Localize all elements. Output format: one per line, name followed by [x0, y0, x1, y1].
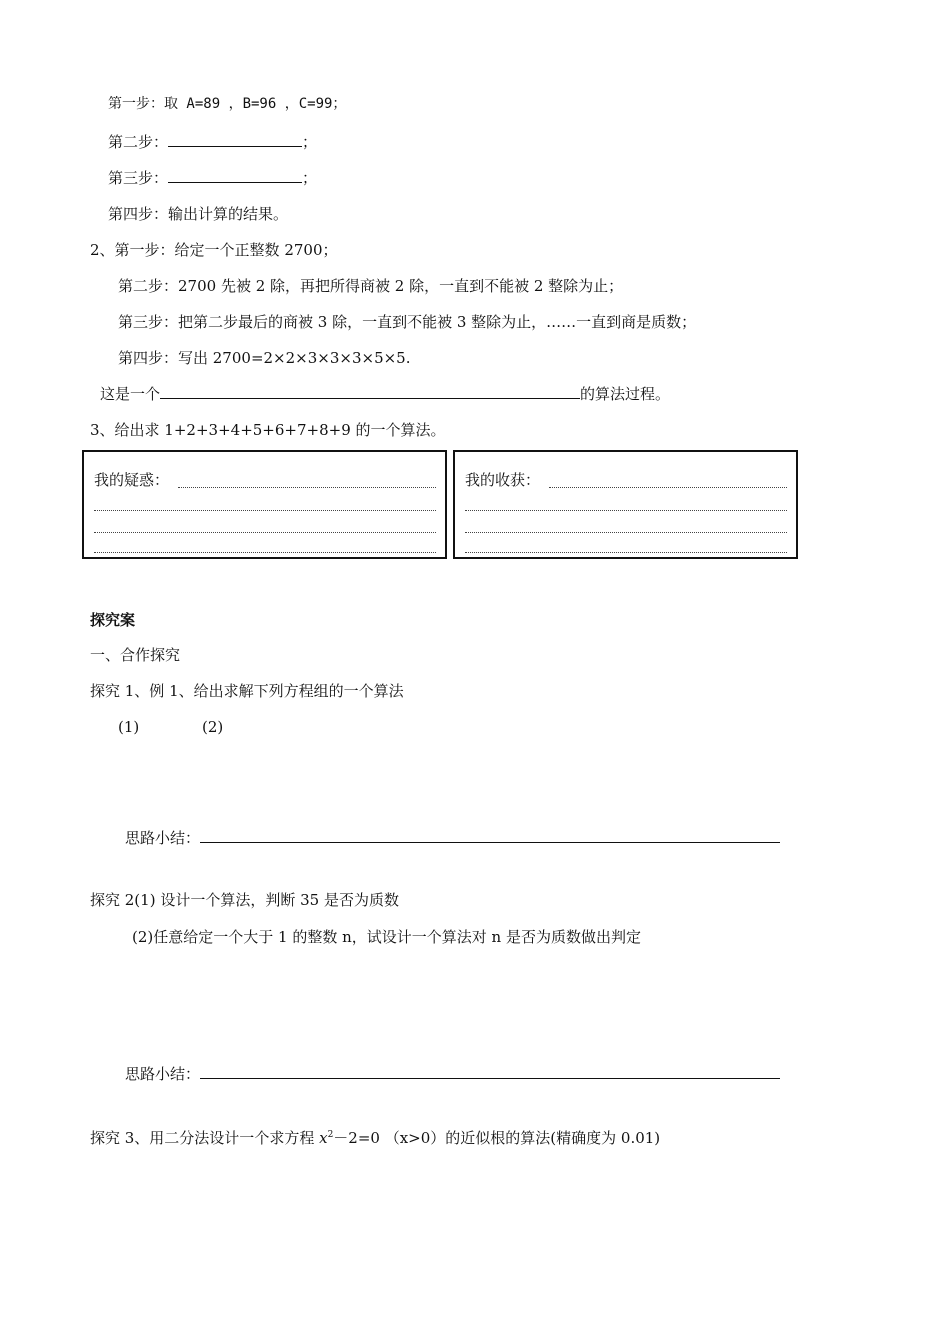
- item2-text: 2、第一步：给定一个正整数 2700；: [90, 241, 338, 259]
- item2-step3: 第三步：把第二步最后的商被 3 除，一直到不能被 3 整除为止，……一直到商是质数；: [118, 313, 697, 331]
- step2-label: 第二步：: [108, 133, 169, 151]
- explore-1-text: 探究 1、例 1、给出求解下列方程组的一个算法: [90, 682, 404, 700]
- explore-3-pre: 探究 3、用二分法设计一个求方程: [90, 1129, 320, 1147]
- explore-1-part1: (1): [118, 718, 140, 736]
- step3-row: [108, 168, 317, 188]
- explore-1-part2: (2): [202, 718, 224, 736]
- gain-line-2[interactable]: [465, 510, 787, 511]
- step2-row: [108, 132, 317, 152]
- gain-line-3[interactable]: [465, 532, 787, 533]
- summary-label-2: 思路小结：: [125, 1065, 201, 1083]
- algorithm-blank[interactable]: [160, 384, 580, 399]
- gain-line-4[interactable]: [465, 552, 787, 553]
- summary-label-1: 思路小结：: [125, 829, 201, 847]
- doubt-line-3[interactable]: [94, 532, 436, 533]
- gain-box: [453, 450, 798, 559]
- explore-title: 探究案: [90, 611, 136, 629]
- explore-3-post: －2=0 （x>0）的近似根的算法(精确度为 0.01): [333, 1129, 661, 1147]
- step2-blank[interactable]: [168, 132, 302, 147]
- this-is-suffix: 的算法过程。: [580, 385, 671, 403]
- explore-3-text: [90, 1125, 660, 1148]
- step1-text: 第一步：取 A=89 ，B=96 ，C=99；: [108, 96, 347, 112]
- explore-heading: 一、合作探究: [90, 646, 181, 664]
- step3-label: 第三步：: [108, 169, 169, 187]
- step4-text: 第四步：输出计算的结果。: [108, 205, 289, 223]
- item2-step4: 第四步：写出 2700=2×2×3×3×3×5×5.: [118, 349, 411, 367]
- step3-blank[interactable]: [168, 168, 302, 183]
- doubt-line-1[interactable]: [178, 487, 436, 488]
- summary-row-1: [125, 828, 780, 848]
- summary-row-2: [125, 1064, 780, 1084]
- gain-line-1[interactable]: [549, 487, 787, 488]
- step2-semicolon: ；: [302, 133, 318, 151]
- summary-blank-1[interactable]: [200, 828, 780, 843]
- gain-label: 我的收获：: [465, 471, 541, 489]
- this-is-row: [100, 384, 670, 404]
- explore-3-exp: 2: [327, 1130, 334, 1140]
- summary-blank-2[interactable]: [200, 1064, 780, 1079]
- doubt-box: [82, 450, 447, 559]
- explore-2-text: 探究 2(1) 设计一个算法，判断 35 是否为质数: [90, 891, 399, 909]
- explore-2-sub: (2)任意给定一个大于 1 的整数 n，试设计一个算法对 n 是否为质数做出判定: [132, 928, 641, 946]
- explore-3-var: x: [319, 1129, 328, 1147]
- doubt-line-4[interactable]: [94, 552, 436, 553]
- this-is-label: 这是一个: [100, 385, 161, 403]
- step3-semicolon: ；: [302, 169, 318, 187]
- item3-text: 3、给出求 1+2+3+4+5+6+7+8+9 的一个算法。: [90, 421, 446, 439]
- item2-step2: 第二步：2700 先被 2 除，再把所得商被 2 除，一直到不能被 2 整除为止；: [118, 277, 624, 295]
- doubt-label: 我的疑惑：: [94, 471, 170, 489]
- doubt-line-2[interactable]: [94, 510, 436, 511]
